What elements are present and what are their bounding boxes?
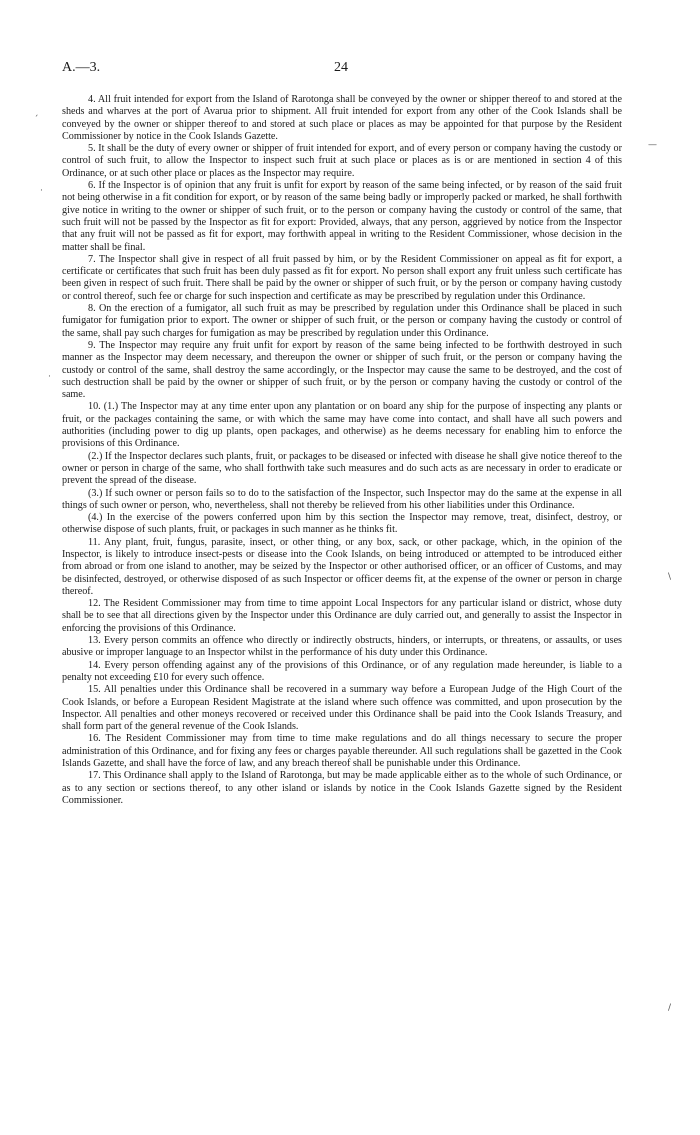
section-11-paragraph: 11. Any plant, fruit, fungus, parasite, insect, or other thing, or any box, sack, or other package, which, in the opinion of the Inspector, is likely to introduce insect-pests or disease into the Cook Islands, on being introduced or attempted to be introduced either from abroad or from one island to another, may be seized by the Inspector or other authorised officer, or an officer of Customs, and may be disinfected, destroyed, or otherwise disposed of as such Inspector or officer deems fit, at the expense of the owner or person in charge thereof. <box>62 536 622 597</box>
section-12-paragraph: 12. The Resident Commissioner may from time to time appoint Local Inspectors for any particular island or district, whose duty shall be to see that all directions given by the Inspector under this Ordinance are duly carried out, and generally to assist the Inspector in enforcing the provisions of this Ordinance. <box>62 598 622 634</box>
margin-dot-mark: · <box>40 186 43 196</box>
section-13-paragraph: 13. Every person commits an offence who directly or indirectly obstructs, hinders, or interrupts, or threatens, or assaults, or uses abusive or improper language to an Inspector whilst in the performance of his duty under this Ordinance. <box>62 635 622 659</box>
margin-stroke-mark: \ <box>668 572 672 582</box>
section-15-paragraph: 15. All penalties under this Ordinance shall be recovered in a summary way before a European Judge of the High Court of the Cook Islands, or before a European Resident Magistrate at the island where such offence was committed, and upon prosecution by the Inspector. All penalties and other moneys recovered or received under this Ordinance shall be paid into the Cook Islands Treasury, and shall form part of the general revenue of the Cook Islands. <box>62 684 622 733</box>
section-8-paragraph: 8. On the erection of a fumigator, all such fruit as may be prescribed by regulation under this Ordinance shall be placed in such fumigator for fumigation prior to export. The owner or shipper of such fruit, or the person or company having the custody or control of the same, shall pay such charges for fumigation as may be prescribed by regulation under this Ordinance. <box>62 303 622 339</box>
section-4-paragraph: 4. All fruit intended for export from the Island of Rarotonga shall be conveyed by the owner or shipper thereof to and stored at the sheds and wharves at the port of Avarua prior to shipment. All fruit intended for export from any other of the Cook Islands shall be conveyed by the owner or shipper thereof to and stored at such place or places as may be appointed for that purpose by the Resident Commissioner by notice in the Cook Islands Gazette. <box>62 94 622 142</box>
section-17-paragraph: 17. This Ordinance shall apply to the Island of Rarotonga, but may be made applicable either as to the whole of such Ordinance, or as to any section or sections thereof, to any other island or islands by notice in the Cook Islands Gazette signed by the Resident Commissioner. <box>62 770 622 806</box>
section-16-paragraph: 16. The Resident Commissioner may from time to time make regulations and do all things necessary to secure the proper administration of this Ordinance, and for fixing any fees or charges payable thereunder. All such regulations shall be gazetted in the Cook Islands Gazette, and shall have the force of law, and any breach thereof shall be punishable under this Ordinance. <box>62 733 622 770</box>
section-10-1-paragraph: 10. (1.) The Inspector may at any time enter upon any plantation or on board any ship for the purpose of inspecting any plants or fruit, or the packages containing the same, or with which the same may have come into contact, and shall have all such powers and authorities (including power to dig up plants, open packages, and otherwise) as he deems necessary for enabling him to enforce the provisions of this Ordinance. <box>62 401 622 450</box>
section-10-2-paragraph: (2.) If the Inspector declares such plants, fruit, or packages to be diseased or infected with disease he shall give notice thereof to the owner or person in charge of the same, who shall forthwith take such measures and do such acts as are necessary in order to eradicate or prevent the spread of the disease. <box>62 450 622 487</box>
section-10-4-paragraph: (4.) In the exercise of the powers conferred upon him by this section the Inspector may remove, treat, disinfect, destroy, or otherwise dispose of such plants, fruit, or packages in such manner as he thinks fit. <box>62 512 622 536</box>
margin-dot-mark-2: · <box>48 372 51 382</box>
ordinance-text <box>62 94 622 807</box>
parliamentary-paper-reference: A.—3. <box>62 60 101 75</box>
margin-dash-mark: — <box>648 140 657 150</box>
section-10-3-paragraph: (3.) If such owner or person fails so to do to the satisfaction of the Inspector, such Inspector may do the same at the expense in all things of such owner or person, who, nevertheless, shall not thereby be relieved from his other liabilities under this Ordinance. <box>62 487 622 511</box>
section-9-paragraph: 9. The Inspector may require any fruit unfit for export by reason of the same being infected to be forthwith destroyed in such manner as the Inspector may deem necessary, and thereupon the owner or shipper of such fruit, or the person or company having the custody or control of the same, shall destroy the same accordingly, or the Inspector may cause the same to be destroyed, and the cost of such destruction shall be paid by the owner or shipper of such fruit, or by the person or company having the custody or control of the same. <box>62 339 622 401</box>
margin-tick-mark: ´ <box>34 115 39 125</box>
section-14-paragraph: 14. Every person offending against any of the provisions of this Ordinance, or of any regulation made hereunder, is liable to a penalty not exceeding £10 for every such offence. <box>62 659 622 683</box>
section-5-paragraph: 5. It shall be the duty of every owner or shipper of fruit intended for export, and of every person or company having the custody or control of such fruit, to allow the Inspector to inspect such fruit at such place or places as is or are mentioned in section 4 of this Ordinance, or at such other place or places as the Inspector may require. <box>62 143 622 179</box>
section-6-paragraph: 6. If the Inspector is of opinion that any fruit is unfit for export by reason of the same being infected, or by reason of the said fruit not being otherwise in a fit condition for export, or by reason of the same being badly or improperly packed or marked, he shall forthwith give notice in writing to the owner or shipper of such fruit, or to the person or company having the custody or control of the same, that such fruit will not be passed by the Inspector as fit for export: Provided, always, that any person, aggrieved by notice from the Inspector that any fruit will not be passed as fit for export, may forthwith appeal in writing to the Resident Commissioner, whose decision in the matter shall be final. <box>62 180 622 253</box>
page-number: 24 <box>334 60 348 75</box>
margin-stroke-mark-2: / <box>668 1003 672 1013</box>
page-header <box>62 60 622 80</box>
section-7-paragraph: 7. The Inspector shall give in respect of all fruit passed by him, or by the Resident Commissioner on appeal as fit for export, a certificate or certificates that such fruit has been duly passed as fit for export. No person shall export any fruit unless such certificate has been given in respect of such fruit. There shall be paid by the owner or shipper of such fruit, or by the person or company having custody or control thereof, such fee or charge for such inspection and certificate as may be prescribed by regulation under this Ordinance. <box>62 253 622 302</box>
